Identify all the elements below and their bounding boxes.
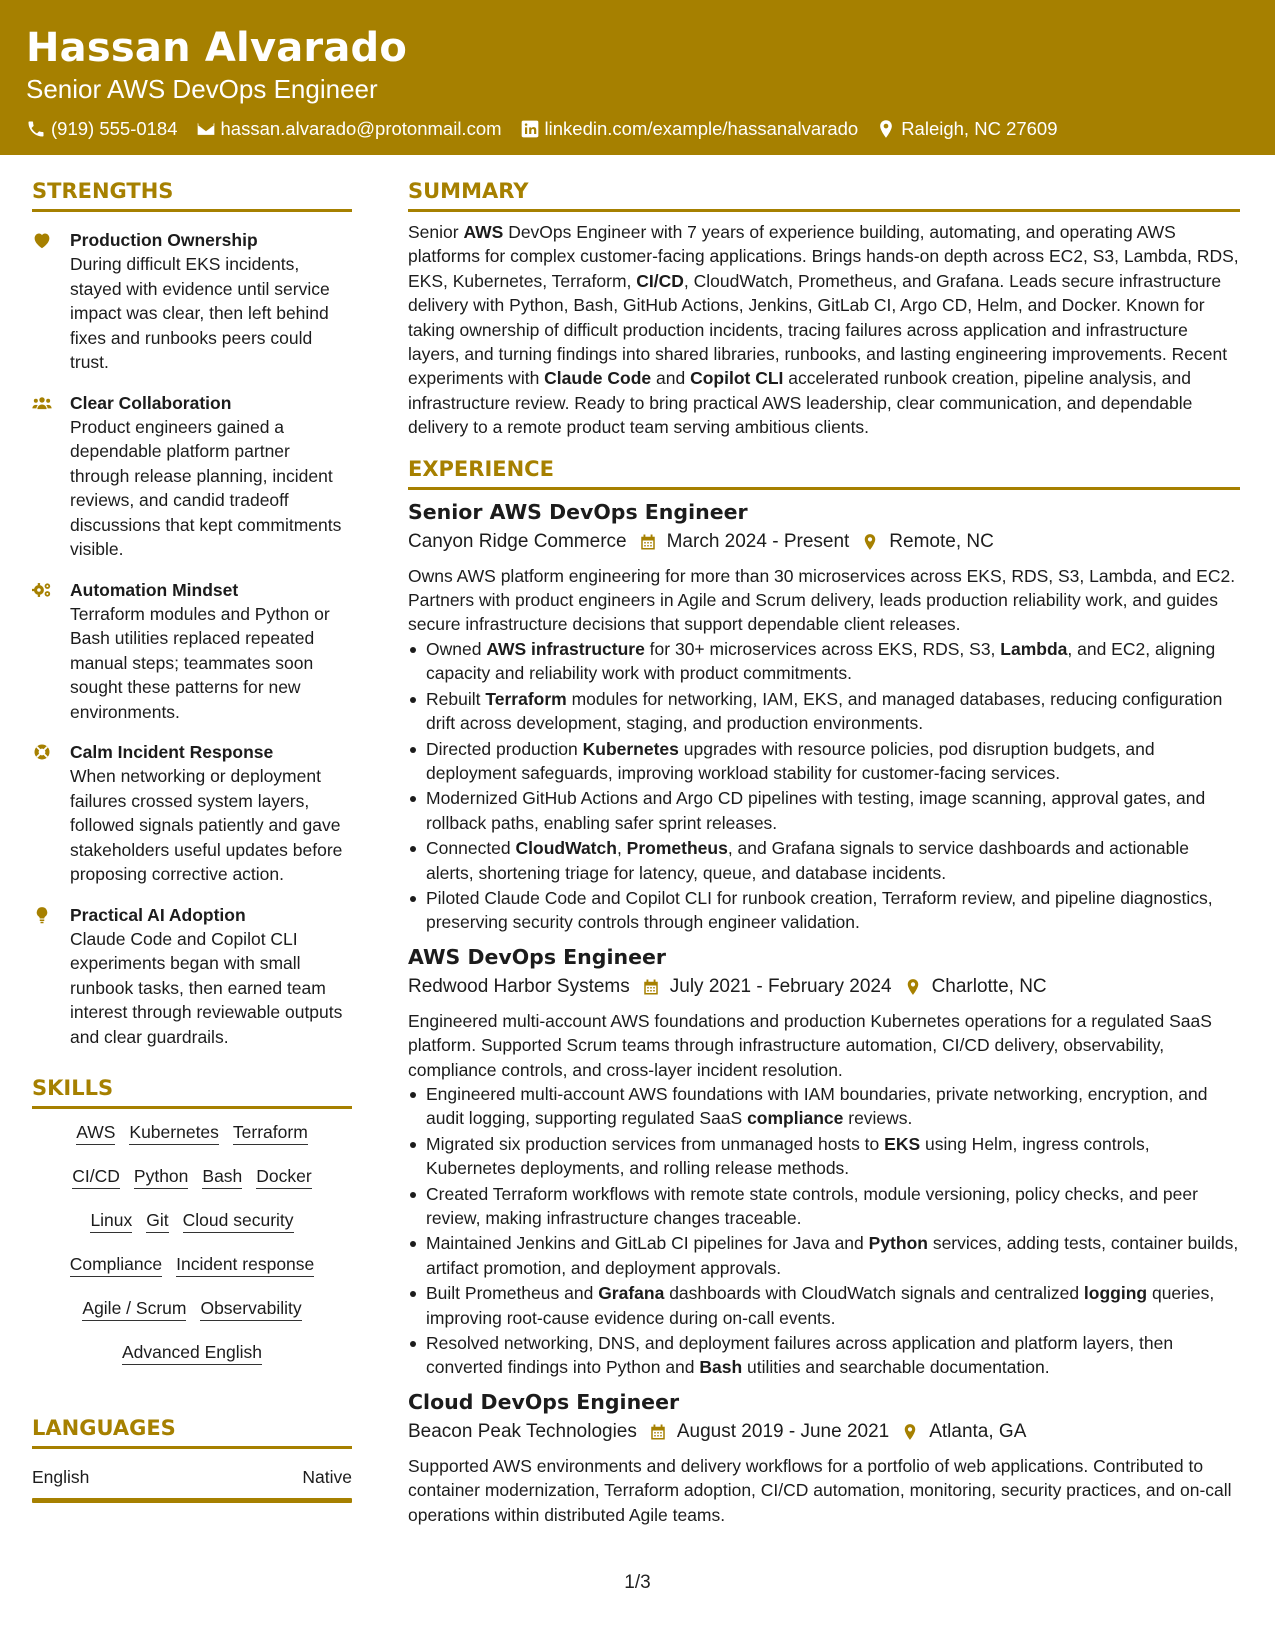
bold-keyword: Bash [699, 1357, 743, 1378]
strength-name: Automation Mindset [70, 579, 239, 600]
calendar-icon [639, 533, 657, 551]
skill-tag: AWS [76, 1121, 115, 1145]
candidate-name: Hassan Alvarado [26, 25, 408, 71]
email-text: hassan.alvarado@protonmail.com [220, 118, 502, 139]
contact-location [876, 118, 1057, 140]
section-divider [408, 487, 1240, 490]
resume-header [0, 0, 1275, 155]
users-icon [32, 394, 52, 412]
text-run: , CloudWatch, Prometheus, and Grafana. Leads secure infrastructure delivery with Python, Bash, GitHub Actions, Jenkins, GitLab CI, Argo CD, Helm, and Docker. Known for taking ownership of difficult production incidents, tracing failures across application and infrastructure layers, and turning findings into shared libraries, runbooks, and lasting engineering improvements. Recent experiments with [408, 270, 1228, 389]
contact-phone[interactable] [26, 118, 178, 140]
text-run: Connected [426, 838, 516, 859]
job-location: Remote, NC [889, 530, 994, 552]
skill-tag: Cloud security [183, 1209, 294, 1233]
strength-name: Practical AI Adoption [70, 904, 246, 925]
skill-tag: Python [134, 1165, 188, 1189]
skill-tag: Docker [256, 1165, 311, 1189]
strength-item [32, 391, 352, 562]
phone-icon [26, 119, 46, 139]
bold-keyword: EKS [884, 1133, 921, 1154]
text-run: , [616, 838, 627, 859]
bullet-item [408, 836, 1240, 885]
bullet-item [408, 1182, 1240, 1231]
text-run: accelerated runbook creation, pipeline analysis, and infrastructure review. Ready to bring practical AWS leadership, clear communication, and dependable delivery to a remote product team serving ambitious clients. [408, 368, 1193, 438]
job-dates: March 2024 - Present [666, 530, 850, 552]
languages-heading: LANGUAGES [32, 1416, 176, 1440]
calendar-icon [642, 978, 660, 996]
language-name: English [32, 1467, 90, 1487]
bold-keyword: Terraform [485, 688, 567, 709]
job-meta [408, 1418, 1240, 1446]
skill-tag: Observability [200, 1297, 301, 1321]
bold-keyword: logging [1083, 1283, 1148, 1304]
skill-tag: Kubernetes [129, 1121, 219, 1145]
bold-keyword: Lambda [1000, 638, 1068, 659]
text-run: Maintained Jenkins and GitLab CI pipelines for Java and [426, 1233, 869, 1254]
page-number: 1/3 [624, 1572, 651, 1593]
strength-desc: When networking or deployment failures crossed system layers, followed signals patiently and gave stakeholders useful updates before proposing corrective action. [70, 766, 343, 884]
text-run: dashboards with CloudWatch signals and centralized [664, 1283, 1084, 1304]
job-bullets [408, 1082, 1240, 1380]
left-column [32, 176, 352, 1503]
contact-email[interactable] [196, 118, 502, 140]
bullet-item [408, 786, 1240, 835]
section-divider [32, 1106, 352, 1109]
linkedin-icon [520, 119, 540, 139]
life-ring-icon [32, 743, 52, 761]
strength-desc: During difficult EKS incidents, stayed with evidence until service impact was clear, then left behind fixes and runbooks peers could trust. [70, 254, 330, 372]
lightbulb-icon [32, 906, 52, 924]
job-dates: August 2019 - June 2021 [676, 1420, 890, 1442]
bold-keyword: AWS [463, 222, 504, 242]
bold-keyword: CloudWatch [515, 838, 617, 859]
calendar-icon [649, 1423, 667, 1441]
text-run: Rebuilt [426, 688, 486, 709]
bold-keyword: Claude Code [544, 368, 652, 389]
job-title: AWS DevOps Engineer [408, 944, 666, 969]
summary-heading: SUMMARY [408, 179, 529, 203]
job-company: Beacon Peak Technologies [408, 1420, 637, 1442]
skill-tag: Terraform [233, 1121, 308, 1145]
section-divider [32, 209, 352, 212]
text-run: Piloted Claude Code and Copilot CLI for runbook creation, Terraform review, and pipeline diagnostics, preserving security controls through engineer validation. [426, 887, 1213, 933]
experience-list [408, 498, 1240, 1527]
job-company: Redwood Harbor Systems [408, 975, 630, 997]
bullet-item [408, 737, 1240, 786]
strength-desc: Terraform modules and Python or Bash utilities replaced repeated manual steps; teammates soon sought these patterns for new environments. [70, 603, 330, 722]
skill-tag: Compliance [70, 1253, 162, 1277]
envelope-icon [196, 119, 216, 139]
strength-item [32, 578, 352, 725]
job-description: Supported AWS environments and delivery workflows for a portfolio of web applications. Contributed to container modernization, Terraform adoption, CI/CD automation, monitoring, security practices, and on-call operations within distributed Agile teams. [408, 1455, 1232, 1525]
text-run: modules for networking, IAM, EKS, and managed databases, reducing configuration drift across development, staging, and production environments. [426, 688, 1223, 734]
job-description: Engineered multi-account AWS foundations and production Kubernetes operations for a regulated SaaS platform. Supported Scrum teams through infrastructure automation, CI/CD delivery, observability, compliance controls, and cross-layer incident resolution. [408, 1010, 1212, 1080]
summary-text [408, 220, 1240, 440]
text-run: reviews. [843, 1108, 913, 1129]
job-dates: July 2021 - February 2024 [669, 975, 892, 997]
bold-keyword: AWS infrastructure [486, 638, 645, 659]
skill-tag: Linux [90, 1209, 132, 1233]
text-run: services, adding tests, container builds, artifact promotion, and deployment approvals. [426, 1233, 1239, 1278]
skill-tag: Agile / Scrum [82, 1297, 186, 1321]
skills-list [32, 1121, 352, 1385]
job-location: Charlotte, NC [931, 975, 1047, 997]
map-pin-icon [876, 119, 896, 139]
text-run: DevOps Engineer with 7 years of experience building, automating, and operating AWS platforms for complex customer-facing applications. Brings hands-on depth across EC2, S3, Lambda, RDS, EKS, Kubernetes, Terraform, [408, 222, 1239, 291]
language-level: Native [302, 1467, 352, 1487]
strength-desc: Product engineers gained a dependable platform partner through release planning, incident reviews, and candid tradeoff discussions that kept commitments visible. [70, 416, 342, 559]
text-run: Resolved networking, DNS, and deployment failures across application and platform layers, then converted findings into Python and [426, 1333, 1174, 1378]
bullet-item [408, 1132, 1240, 1181]
phone-text: (919) 555-0184 [51, 118, 178, 139]
language-proficiency-bar [32, 1498, 352, 1503]
job-title: Senior AWS DevOps Engineer [408, 499, 748, 524]
contact-linkedin[interactable] [520, 118, 859, 140]
skill-tag: Bash [202, 1165, 242, 1189]
skills-heading: SKILLS [32, 1076, 114, 1100]
text-run: upgrades with resource policies, pod disruption budgets, and deployment safeguards, improving workload stability for customer-facing services. [426, 738, 1155, 783]
text-run: Modernized GitHub Actions and Argo CD pipelines with testing, image scanning, approval gates, and rollback paths, enabling safer sprint releases. [426, 788, 1206, 833]
job-location: Atlanta, GA [929, 1420, 1027, 1442]
strength-item [32, 903, 352, 1050]
text-run: , and Grafana signals to service dashboards and actionable alerts, shortening triage for latency, queue, and database incidents. [426, 838, 1189, 883]
candidate-title: Senior AWS DevOps Engineer [26, 74, 378, 104]
bullet-item [408, 637, 1240, 686]
location-text: Raleigh, NC 27609 [901, 118, 1058, 139]
job-bullets [408, 637, 1240, 935]
section-divider [32, 1446, 352, 1449]
text-run: Built Prometheus and [426, 1283, 599, 1304]
bullet-item [408, 1281, 1240, 1330]
bullet-item [408, 1231, 1240, 1280]
bold-keyword: compliance [747, 1108, 844, 1129]
strength-item [32, 740, 352, 887]
text-run: using Helm, ingress controls, Kubernetes deployments, and rolling release methods. [426, 1133, 1150, 1179]
job-entry [408, 1388, 1240, 1527]
bullet-item [408, 687, 1240, 736]
skill-tag: Advanced English [122, 1341, 262, 1365]
bullet-item [408, 1082, 1240, 1131]
strength-item [32, 228, 352, 375]
job-meta [408, 528, 1240, 556]
text-run: Senior [408, 222, 464, 242]
skill-tag: Git [146, 1209, 168, 1233]
bullet-item [408, 886, 1240, 935]
job-entry [408, 498, 1240, 935]
text-run: utilities and searchable documentation. [742, 1357, 1050, 1378]
job-company: Canyon Ridge Commerce [408, 530, 627, 552]
job-entry [408, 943, 1240, 1380]
contact-bar [26, 118, 1249, 140]
skill-tag: CI/CD [72, 1165, 120, 1189]
experience-heading: EXPERIENCE [408, 456, 554, 481]
text-run: Directed production [426, 738, 583, 759]
bold-keyword: Python [868, 1233, 928, 1254]
text-run: Migrated six production services from unmanaged hosts to [426, 1133, 885, 1154]
map-pin-icon [861, 533, 879, 551]
gears-icon [32, 581, 52, 599]
job-title: Cloud DevOps Engineer [408, 1389, 680, 1414]
text-run: Created Terraform workflows with remote state controls, module versioning, policy checks, and peer review, making infrastructure changes traceable. [426, 1183, 1198, 1228]
text-run: and [651, 368, 691, 389]
skill-tag: Incident response [176, 1253, 314, 1277]
bold-keyword: Grafana [598, 1283, 665, 1304]
map-pin-icon [904, 978, 922, 996]
bold-keyword: CI/CD [636, 270, 684, 291]
section-divider [408, 209, 1240, 212]
text-run: queries, improving root-cause evidence during on-call events. [426, 1283, 1215, 1328]
bold-keyword: Prometheus [626, 838, 728, 859]
text-run: for 30+ microservices across EKS, RDS, S3, [644, 638, 1001, 659]
right-column [408, 176, 1240, 1527]
job-description: Owns AWS platform engineering for more than 30 microservices across EKS, RDS, S3, Lambda, and EC2. Partners with product engineers in Agile and Scrum delivery, leads production reliability work, and guides secure infrastructure decisions that support dependable client releases. [408, 565, 1236, 635]
map-pin-icon [901, 1423, 919, 1441]
strength-name: Calm Incident Response [70, 742, 274, 762]
heart-icon [32, 231, 52, 249]
strength-desc: Claude Code and Copilot CLI experiments began with small runbook tasks, then earned team interest through reviewable outputs and clear guardrails. [70, 928, 343, 1047]
strengths-heading: STRENGTHS [32, 179, 174, 203]
text-run: , and EC2, aligning capacity and reliability work with product commitments. [426, 638, 1216, 684]
job-meta [408, 973, 1240, 1001]
bold-keyword: Copilot CLI [690, 368, 784, 389]
text-run: Owned [426, 638, 487, 659]
text-run: Engineered multi-account AWS foundations with IAM boundaries, private networking, encryption, and audit logging, supporting regulated SaaS [426, 1083, 1208, 1129]
bullet-item [408, 1331, 1240, 1380]
bold-keyword: Kubernetes [582, 738, 679, 759]
linkedin-text: linkedin.com/example/hassanalvarado [544, 118, 859, 139]
strength-name: Production Ownership [70, 230, 258, 250]
strength-name: Clear Collaboration [70, 392, 232, 413]
language-row [32, 1467, 352, 1488]
